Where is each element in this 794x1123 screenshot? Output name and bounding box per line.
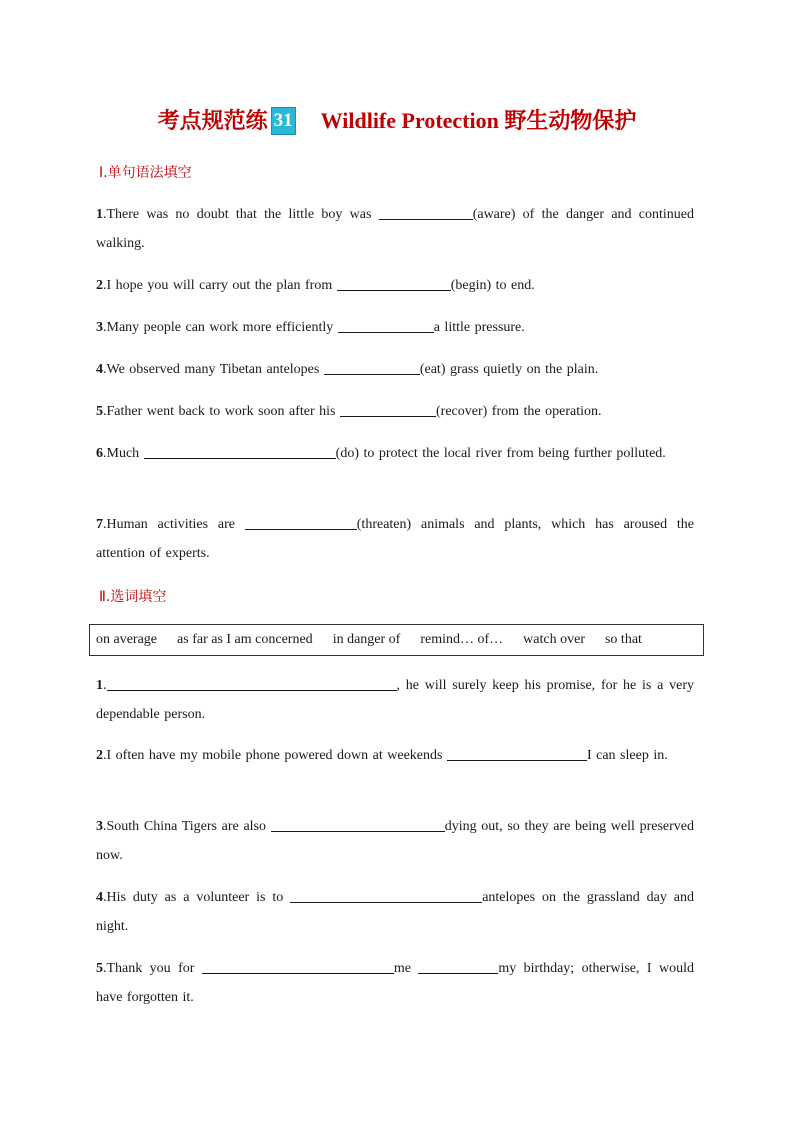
s1-question-6: 6.Much (do) to protect the local river from being further polluted. xyxy=(96,439,694,468)
s1-question-1: 1.There was no doubt that the little boy was (aware) of the danger and continued walking. xyxy=(96,200,694,258)
title-english: Wildlife Protection xyxy=(320,108,499,133)
answer-blank[interactable] xyxy=(338,316,434,333)
answer-blank[interactable] xyxy=(107,674,397,691)
question-number: 4 xyxy=(96,362,103,377)
s1-question-7: 7.Human activities are (threaten) animals and plants, which has aroused the attention of experts. xyxy=(96,510,694,568)
s2-question-5: 5.Thank you for me my birthday; otherwise, I would have forgotten it. xyxy=(96,954,694,1012)
answer-blank[interactable] xyxy=(447,744,587,761)
question-number: 7 xyxy=(96,517,103,532)
word-bank-option: remind… of… xyxy=(420,632,504,647)
page-title xyxy=(0,104,794,135)
answer-blank[interactable] xyxy=(337,274,451,291)
word-bank-option: watch over xyxy=(523,632,585,647)
answer-blank[interactable] xyxy=(202,957,394,974)
answer-blank[interactable] xyxy=(144,442,336,459)
question-number: 3 xyxy=(96,320,103,335)
answer-blank[interactable] xyxy=(290,886,482,903)
section-1-heading: Ⅰ.单句语法填空 xyxy=(99,165,192,181)
title-prefix: 考点规范练 xyxy=(157,108,268,133)
s2-question-1: 1. , he will surely keep his promise, for he is a very dependable person. xyxy=(96,671,694,729)
word-bank-option: so that xyxy=(604,632,642,647)
answer-blank[interactable] xyxy=(340,400,436,417)
answer-blank[interactable] xyxy=(418,957,498,974)
s2-question-4: 4.His duty as a volunteer is to antelopes on the grassland day and night. xyxy=(96,883,694,941)
s1-question-4: 4.We observed many Tibetan antelopes (eat) grass quietly on the plain. xyxy=(96,355,694,384)
question-number: 2 xyxy=(96,278,103,293)
s1-question-3: 3.Many people can work more efficiently a little pressure. xyxy=(96,313,694,342)
word-bank-option: in danger of xyxy=(332,632,401,647)
title-chinese: 野生动物保护 xyxy=(504,108,637,133)
section-2-heading: Ⅱ.选词填空 xyxy=(99,589,167,605)
exercise-number-badge: 31 xyxy=(271,107,296,135)
question-number: 6 xyxy=(96,446,103,461)
answer-blank[interactable] xyxy=(324,358,420,375)
s1-question-2: 2.I hope you will carry out the plan from (begin) to end. xyxy=(96,271,694,300)
question-number: 2 xyxy=(96,748,103,763)
s2-question-3: 3.South China Tigers are also dying out, so they are being well preserved now. xyxy=(96,812,694,870)
question-number: 3 xyxy=(96,819,103,834)
answer-blank[interactable] xyxy=(245,513,357,530)
word-bank-option: on average xyxy=(96,632,158,647)
word-bank xyxy=(89,624,704,656)
question-number: 4 xyxy=(96,890,103,905)
answer-blank[interactable] xyxy=(379,203,473,220)
answer-blank[interactable] xyxy=(271,815,445,832)
s1-question-5: 5.Father went back to work soon after his (recover) from the operation. xyxy=(96,397,694,426)
s2-question-2: 2.I often have my mobile phone powered down at weekends I can sleep in. xyxy=(96,741,694,770)
question-number: 1 xyxy=(96,207,103,222)
question-number: 1 xyxy=(96,678,103,693)
question-number: 5 xyxy=(96,961,103,976)
word-bank-option: as far as I am concerned xyxy=(177,632,313,647)
question-number: 5 xyxy=(96,404,103,419)
